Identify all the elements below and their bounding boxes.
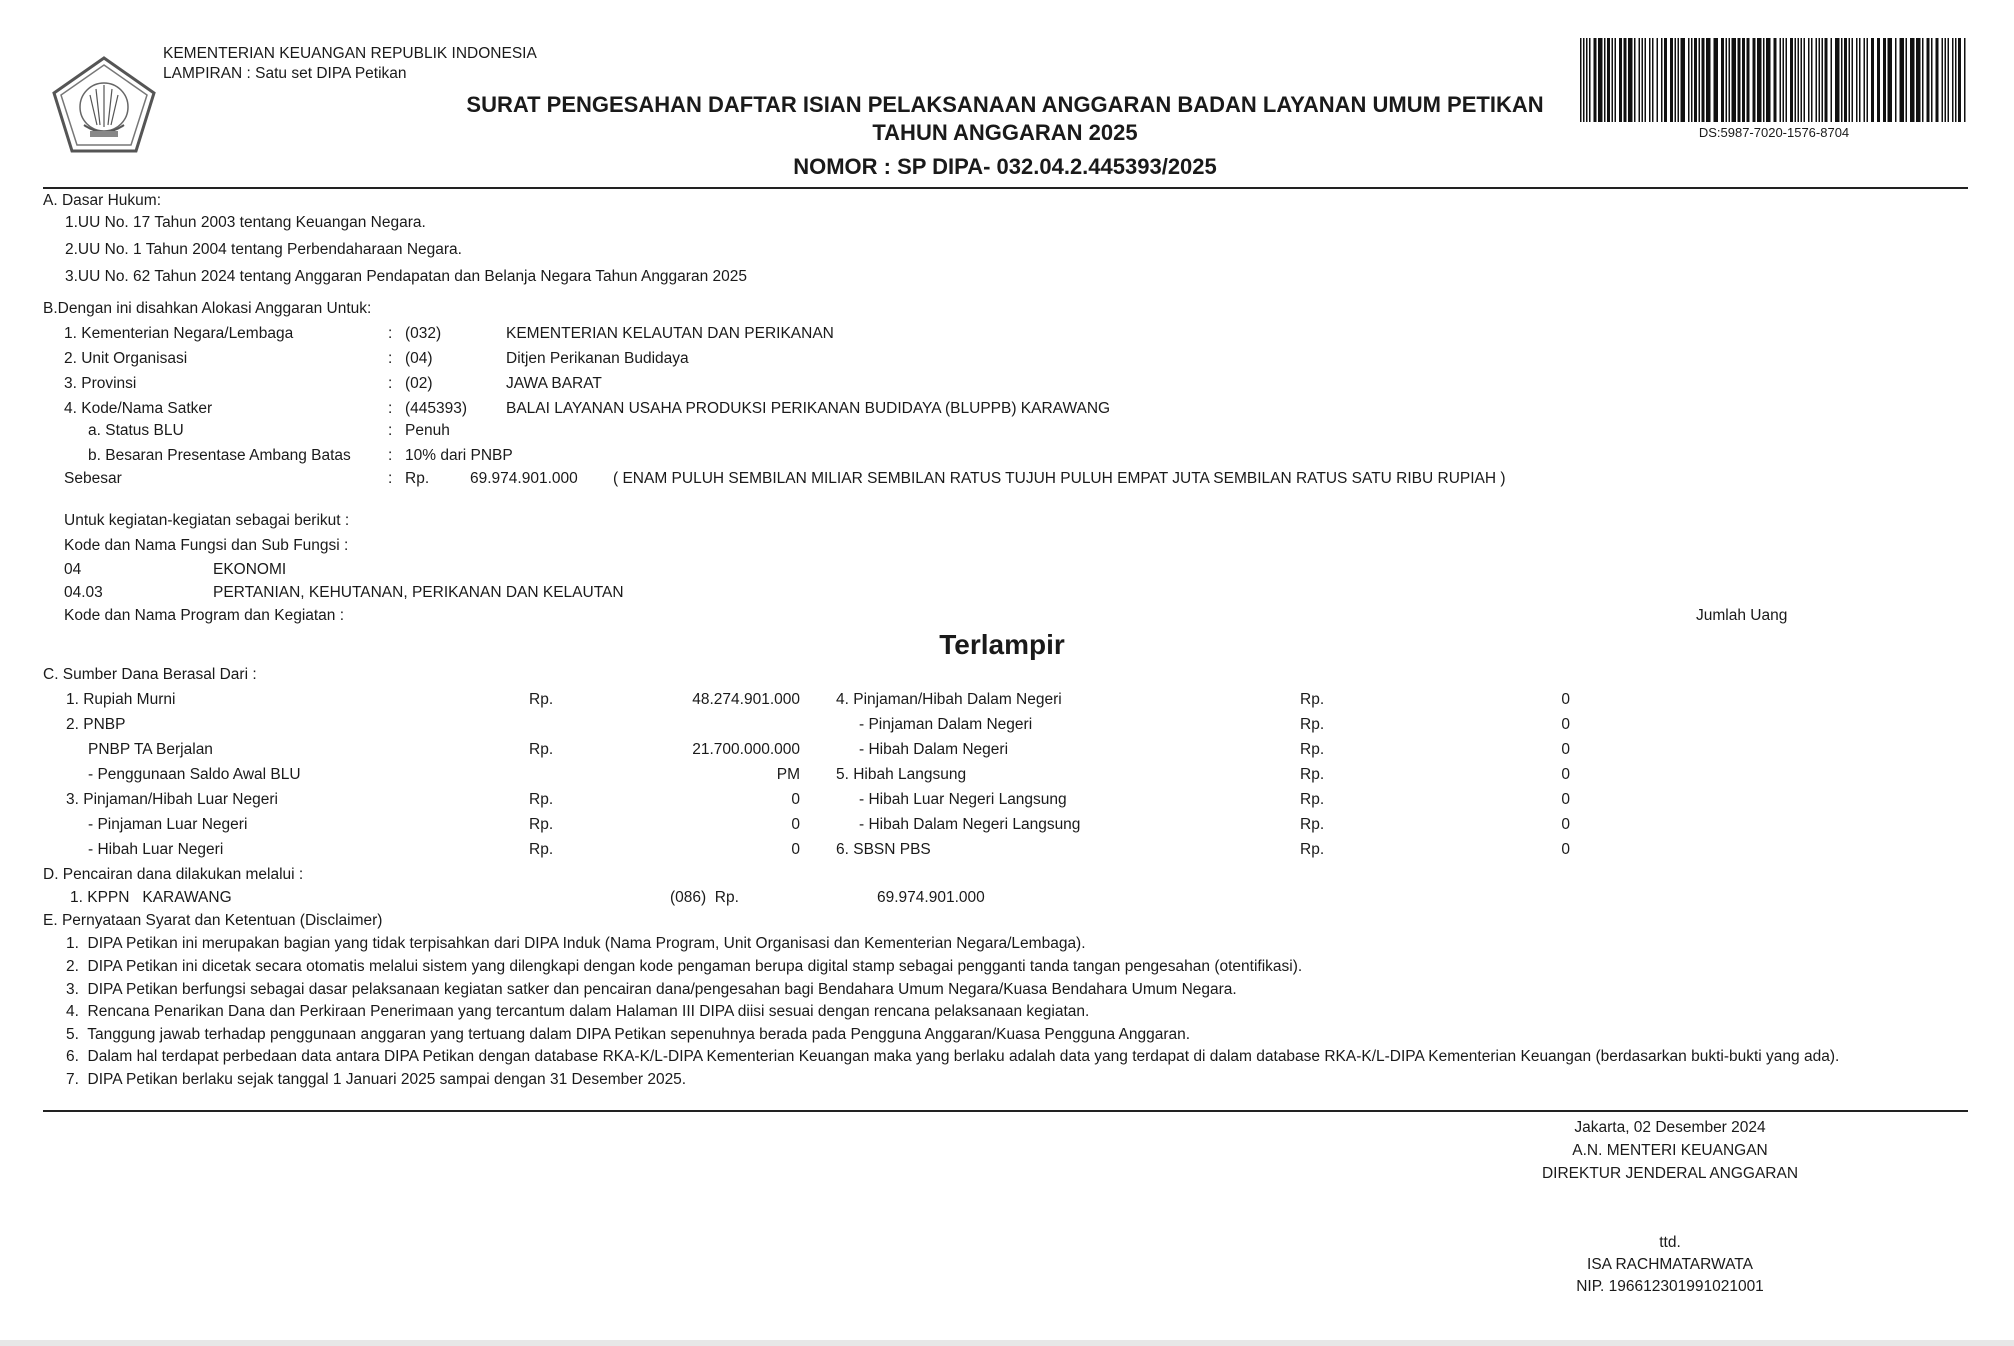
barcode-bar [1871,38,1874,122]
terlampir-text: Terlampir [939,629,1065,660]
barcode-bar [1856,38,1858,122]
barcode-bar [1831,38,1833,122]
barcode-bar [1738,38,1741,122]
barcode-bar [1649,38,1651,122]
barcode-bar [1864,38,1866,122]
funding-amount: 0 [1561,691,1570,708]
allocation-label: 1. Kementerian Negara/Lembaga [64,325,294,342]
fungsi-heading: Kode dan Nama Fungsi dan Sub Fungsi : [64,537,349,554]
barcode-bar [1931,38,1933,122]
barcode-bar [1936,38,1939,122]
allocation-code: (02) [405,375,433,392]
barcode-bar [1607,38,1610,122]
status-blu-value: Penuh [405,422,450,439]
funding-currency: Rp. [529,691,554,708]
barcode-bar [1952,38,1954,122]
sebesar-colon: : [388,470,393,487]
barcode-bar [1910,38,1915,122]
section-b-heading: B.Dengan ini disahkan Alokasi Anggaran Untuk: [43,300,372,317]
barcode-bar [1639,38,1641,122]
sebesar-label: Sebesar [64,470,122,487]
signature-on-behalf: A.N. MENTERI KEUANGAN [1572,1142,1768,1159]
barcode-bar [1906,38,1908,122]
ministry-name: KEMENTERIAN KEUANGAN REPUBLIK INDONESIA [163,45,537,62]
disclaimer-item: 4. Rencana Penarikan Dana dan Perkiraan Penerimaan yang tercantum dalam Halaman III DIPA diisi sesuai dengan rencana pelaksanaan kegiatan. [66,1003,1090,1020]
barcode-bar [1583,38,1585,122]
barcode-bar [1798,38,1800,122]
barcode-bar [1586,38,1588,122]
barcode-bar [1652,38,1654,122]
document-title-line1: SURAT PENGESAHAN DAFTAR ISIAN PELAKSANAAN ANGGARAN BADAN LAYANAN UMUM PETIKAN [466,92,1544,117]
funding-currency: Rp. [1300,841,1325,858]
allocation-code: (445393) [405,400,468,417]
document-number: NOMOR : SP DIPA- 032.04.2.445393/2025 [793,154,1217,179]
funding-label: 4. Pinjaman/Hibah Dalam Negeri [836,691,1062,708]
barcode-bar [1841,38,1843,122]
funding-label: - Pinjaman Dalam Negeri [859,716,1033,733]
funding-currency: Rp. [1300,791,1325,808]
kppn-amount: 69.974.901.000 [877,889,985,906]
funding-currency: Rp. [529,791,554,808]
barcode-bar [1895,38,1897,122]
barcode-bar [1786,38,1788,122]
barcode-bar [1852,38,1854,122]
jumlah-uang-label: Jumlah Uang [1696,607,1788,624]
legal-basis-item: 3.UU No. 62 Tahun 2024 tentang Anggaran Pendapatan dan Belanja Negara Tahun Anggaran 2025 [65,268,747,285]
allocation-value: KEMENTERIAN KELAUTAN DAN PERIKANAN [506,325,834,342]
barcode-bar [1714,38,1719,122]
barcode-bar [1922,38,1924,122]
barcode-bar [1661,38,1663,122]
allocation-value: BALAI LAYANAN USAHA PRODUKSI PERIKANAN BUDIDAYA (BLUPPB) KARAWANG [506,400,1111,417]
funding-label: - Hibah Dalam Negeri [859,741,1009,758]
barcode-bar [1822,38,1824,122]
kppn-code: (086) Rp. [670,889,739,906]
ambang-value: 10% dari PNBP [405,447,513,464]
funding-label: - Penggunaan Saldo Awal BLU [88,766,301,783]
funding-currency: Rp. [1300,716,1325,733]
funding-amount: 0 [1561,716,1570,733]
header-divider [43,187,1968,189]
barcode-bar [1883,38,1886,122]
allocation-colon: : [388,375,393,392]
status-blu-colon: : [388,422,393,439]
barcode-bar [1742,38,1745,122]
barcode-bar [1664,38,1667,122]
barcode-bar [1808,38,1810,122]
barcode-bar [1816,38,1818,122]
funding-label: 1. Rupiah Murni [66,691,176,708]
barcode-bar [1688,38,1690,122]
legal-basis-item: 1.UU No. 17 Tahun 2003 tentang Keuangan Negara. [65,214,426,231]
allocation-colon: : [388,350,393,367]
kppn-label: 1. KPPN KARAWANG [70,889,232,906]
barcode-bar [1804,38,1806,122]
allocation-code: (032) [405,325,442,342]
funding-label: - Pinjaman Luar Negeri [88,816,248,833]
disclaimer-item: 7. DIPA Petikan berlaku sejak tanggal 1 Januari 2025 sampai dengan 31 Desember 2025. [66,1071,687,1088]
ambang-label: b. Besaran Presentase Ambang Batas [88,447,351,464]
section-a-heading: A. Dasar Hukum: [43,192,162,209]
barcode-bar [1958,38,1961,122]
barcode-bar [1594,38,1597,122]
barcode-bar [1729,38,1731,122]
funding-amount: 0 [791,841,800,858]
barcode-bar [1900,38,1905,122]
barcode-bar [1766,38,1771,122]
signature-place-date: Jakarta, 02 Desember 2024 [1574,1119,1766,1136]
barcode-bar [1726,38,1728,122]
barcode-bar [1835,38,1840,122]
section-d-heading: D. Pencairan dana dilakukan melalui : [43,866,304,883]
disclaimer-item: 5. Tanggung jawab terhadap penggunaan anggaran yang tertuang dalam DIPA Petikan sepenuhnya berada pada Pengguna Anggaran/Kuasa Pengguna Anggaran. [66,1026,1191,1043]
barcode-bar [1916,38,1921,122]
funding-amount: 48.274.901.000 [692,691,800,708]
funding-label: 5. Hibah Langsung [836,766,967,783]
funding-label: 6. SBSN PBS [836,841,931,858]
barcode-bar [1877,38,1880,122]
subfungsi-code: 04.03 [64,584,103,601]
barcode-bar [1694,38,1697,122]
barcode-bar [1615,38,1617,122]
fungsi-code: 04 [64,561,82,578]
barcode-bar [1670,38,1673,122]
funding-currency: Rp. [1300,691,1325,708]
barcode-bar [1678,38,1680,122]
funding-amount: PM [776,766,800,783]
barcode-bar [1955,38,1957,122]
barcode-bar [1819,38,1821,122]
barcode-bar [1642,38,1644,122]
funding-label: - Hibah Luar Negeri Langsung [859,791,1067,808]
barcode-bar [1753,38,1756,122]
allocation-value: Ditjen Perikanan Budidaya [506,350,689,367]
barcode-bar [1801,38,1803,122]
funding-label: - Hibah Luar Negeri [88,841,224,858]
barcode-bar [1844,38,1847,122]
barcode-bar [1948,38,1950,122]
barcode-bar [1580,38,1582,122]
lampiran-text: LAMPIRAN : Satu set DIPA Petikan [163,65,407,82]
barcode-bar [1634,38,1636,122]
funding-currency: Rp. [529,841,554,858]
footer-divider [43,1110,1968,1112]
section-e-heading: E. Pernyataan Syarat dan Ketentuan (Disclaimer) [43,912,383,929]
sebesar-amount-words: ( ENAM PULUH SEMBILAN MILIAR SEMBILAN RATUS TUJUH PULUH EMPAT JUTA SEMBILAN RATUS SATU RIBU RUPIAH ) [613,470,1506,487]
barcode-bar [1811,38,1813,122]
barcode-bar [1699,38,1701,122]
allocation-value: JAWA BARAT [506,375,602,392]
barcode-bar [1619,38,1622,122]
sebesar-currency: Rp. [405,470,430,487]
barcode-bar [1867,38,1869,122]
funding-currency: Rp. [1300,816,1325,833]
barcode-bar [1774,38,1777,122]
barcode-code: DS:5987-7020-1576-8704 [1698,125,1850,140]
allocation-label: 2. Unit Organisasi [64,350,188,367]
kegiatan-intro: Untuk kegiatan-kegiatan sebagai berikut : [64,512,350,529]
funding-label: PNBP TA Berjalan [88,741,213,758]
barcode-bar [1675,38,1677,122]
barcode-icon [1580,38,1968,122]
barcode-bar [1604,38,1606,122]
program-heading: Kode dan Nama Program dan Kegiatan : [64,607,345,624]
funding-label: 3. Pinjaman/Hibah Luar Negeri [66,791,278,808]
signature-nip: NIP. 196612301991021001 [1576,1278,1764,1295]
page-bottom-edge [0,1340,2014,1346]
barcode-bar [1691,38,1693,122]
fungsi-name: EKONOMI [213,561,287,578]
barcode-bar [1612,38,1614,122]
funding-currency: Rp. [529,816,554,833]
barcode-bar [1598,38,1603,122]
allocation-label: 4. Kode/Nama Satker [64,400,213,417]
signature-position: DIREKTUR JENDERAL ANGGARAN [1541,1165,1799,1182]
funding-amount: 0 [1561,791,1570,808]
funding-currency: Rp. [1300,741,1325,758]
barcode-bar [1783,38,1785,122]
funding-amount: 0 [791,791,800,808]
barcode-bar [1706,38,1711,122]
funding-label: 2. PNBP [66,716,126,733]
ambang-colon: : [388,447,393,464]
barcode-bar [1849,38,1851,122]
barcode-bar [1927,38,1930,122]
allocation-code: (04) [405,350,433,367]
barcode-bar [1859,38,1861,122]
barcode-bar [1888,38,1893,122]
document-title-line2: TAHUN ANGGARAN 2025 [872,120,1138,145]
barcode-bar [1763,38,1765,122]
funding-amount: 21.700.000.000 [692,741,800,758]
barcode-bar [1645,38,1647,122]
barcode-bar [1780,38,1782,122]
barcode-bar [1747,38,1750,122]
barcode-bar [1628,38,1633,122]
funding-amount: 0 [1561,841,1570,858]
funding-label: - Hibah Dalam Negeri Langsung [859,816,1081,833]
barcode-bar [1657,38,1659,122]
barcode-bar [1702,38,1705,122]
barcode-bar [1721,38,1724,122]
barcode-bar [1732,38,1737,122]
signature-ttd: ttd. [1659,1234,1681,1251]
barcode-bar [1964,38,1966,122]
legal-basis-item: 2.UU No. 1 Tahun 2004 tentang Perbendaharaan Negara. [65,241,462,258]
barcode-bar [1681,38,1686,122]
allocation-label: 3. Provinsi [64,375,137,392]
funding-amount: 0 [1561,766,1570,783]
disclaimer-item: 1. DIPA Petikan ini merupakan bagian yang tidak terpisahkan dari DIPA Induk (Nama Program, Unit Organisasi dan Kementerian Negara/Lembaga). [66,935,1086,952]
section-c-heading: C. Sumber Dana Berasal Dari : [43,666,257,683]
disclaimer-item: 3. DIPA Petikan berfungsi sebagai dasar pelaksanaan kegiatan satker dan pencairan dana/pengesahan bagi Bendahara Umum Negara/Kuasa Bendahara Umum Negara. [66,981,1237,998]
funding-currency: Rp. [529,741,554,758]
barcode-bar [1945,38,1947,122]
ministry-emblem-icon [50,55,158,155]
barcode-bar [1942,38,1944,122]
barcode-bar [1790,38,1793,122]
barcode-bar [1624,38,1627,122]
status-blu-label: a. Status BLU [88,422,184,439]
allocation-colon: : [388,400,393,417]
barcode-bar [1757,38,1762,122]
subfungsi-name: PERTANIAN, KEHUTANAN, PERIKANAN DAN KELAUTAN [213,584,624,601]
sebesar-amount: 69.974.901.000 [470,470,578,487]
funding-amount: 0 [791,816,800,833]
allocation-colon: : [388,325,393,342]
barcode-bar [1795,38,1797,122]
funding-amount: 0 [1561,816,1570,833]
funding-currency: Rp. [1300,766,1325,783]
disclaimer-item: 2. DIPA Petikan ini dicetak secara otomatis melalui sistem yang dilengkapi dengan kode pengaman berupa digital stamp sebagai pengganti tanda tangan pengesahan (otentifikasi). [66,958,1303,975]
barcode-bar [1589,38,1591,122]
barcode-bar [1825,38,1828,122]
disclaimer-item: 6. Dalam hal terdapat perbedaan data antara DIPA Petikan dengan database RKA-K/L-DIPA Kementerian Keuangan maka yang berlaku adalah data yang terdapat di dalam database RKA-K/L-DIPA Kementerian Keuangan (berdasarkan bukti-bukti yang ada). [66,1048,1840,1065]
signature-name: ISA RACHMATARWATA [1587,1256,1753,1273]
funding-amount: 0 [1561,741,1570,758]
